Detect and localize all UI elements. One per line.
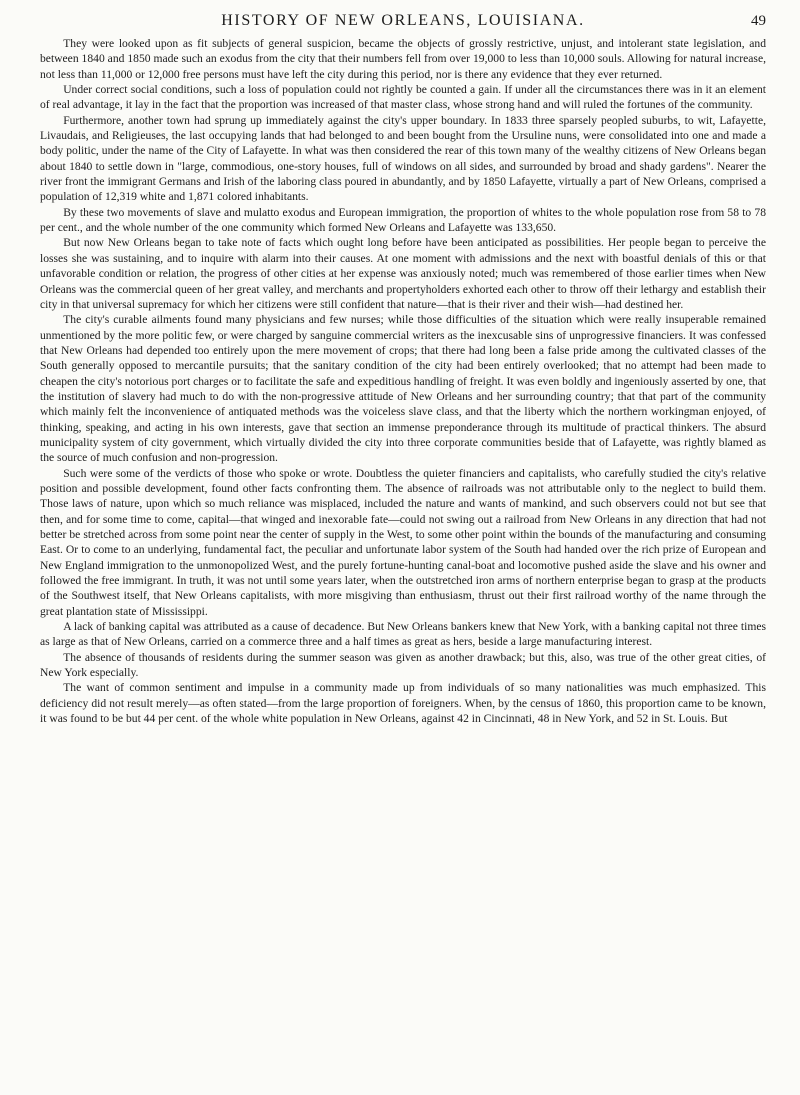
- paragraph-1: They were looked upon as fit subjects of general suspicion, became the objects of grossly restrictive, unjust, and intolerant state legislation, and between 1840 and 1850 made such an exodus from the city that their numbers fell from over 19,000 to less than 10,000 souls. Allowing for natural increase, not less than 11,000 or 12,000 free persons must have left the city during this period, nor is there any evidence that they ever returned.: [40, 37, 766, 81]
- paragraph-10: The want of common sentiment and impulse in a community made up from individuals of so many nationalities was much emphasized. This deficiency did not result merely—as often stated—from the large proportion of foreigners. When, by the census of 1860, this proportion came to be known, it was found to be but 44 per cent. of the whole white population in New Orleans, against 42 in Cincinnati, 48 in New York, and 52 in St. Louis. But: [40, 681, 766, 726]
- paragraph-3: Furthermore, another town had sprung up immediately against the city's upper boundary. In 1833 three sparsely peopled suburbs, to wit, Lafayette, Livaudais, and Religieuses, the last occupying lands that had belonged to and been bought from the Ursuline nuns, were consolidated into one and made a body politic, under the name of the City of Lafayette. In what was then considered the rear of this town many of the wealthy citizens of New Orleans began about 1840 to settle down in "large, commodious, one-story houses, full of windows on all sides, and surrounded by broad and shady gardens". Nearer the river front the immigrant Germans and Irish of the laboring class poured in abundantly, and by 1850 Lafayette, virtually a part of New Orleans, comprised a population of 12,319 white and 1,871 colored inhabitants.: [40, 113, 766, 204]
- body-text: [40, 36, 766, 726]
- paragraph-5: But now New Orleans began to take note of facts which ought long before have been anticipated as possibilities. Her people began to perceive the losses she was sustaining, and to inquire with alarm into their causes. At one moment with admissions and the next with boastful denials of this or that unfavorable condition or relation, the progress of other cities at her expense was anxiously noted; much was remembered of those earlier times when New Orleans was the commercial queen of her great valley, and merchants and propertyholders exhorted each other to throw off their lethargy and establish their city in that universal supremacy for which her citizens were still confident that nature—that is their river and their wish—had destined her.: [40, 236, 766, 311]
- paragraph-7: Such were some of the verdicts of those who spoke or wrote. Doubtless the quieter financiers and capitalists, who carefully studied the city's relative position and possible development, found other facts confronting them. The absence of railroads was not attributable only to the neglect to build them. Those laws of nature, upon which so much reliance was misplaced, included the nature and wants of mankind, and such observers could not but see that then, and for some time to come, capital—that winged and inexorable fate—could not swing out a railroad from New Orleans in any direction that had not better be stretched across from some point near the center of supply in the West, to some other point within the bounds of the manufacturing and consuming East. Or to come to an underlying, fundamental fact, the peculiar and unfortunate labor system of the South had handed over the rich prize of European and New England immigration to the unmonopolized West, and the purely fortune-hunting canal-boat and locomotive pushed aside the slave and his owner and followed the free immigrant. In truth, it was not until some years later, when the outstretched iron arms of northern enterprise began to grasp at the products of the Southwest itself, that New Orleans capitalists, with more misgiving than enthusiasm, thrust out their first railroad worthy of the name through the great plantation state of Mississippi.: [40, 466, 766, 618]
- paragraph-4: By these two movements of slave and mulatto exodus and European immigration, the proportion of whites to the whole population rose from 58 to 78 per cent., and the whole number of the one community which formed New Orleans and Lafayette was 133,650.: [40, 205, 766, 235]
- paragraph-2: Under correct social conditions, such a loss of population could not rightly be counted a gain. If under all the circumstances there was in it an element of real advantage, it lay in the fact that the proportion was increased of that master class, whose strong hand and will ruled the fortunes of the community.: [40, 83, 766, 112]
- paragraph-8: A lack of banking capital was attributed as a cause of decadence. But New Orleans bankers knew that New York, with a banking capital not three times as large as that of New Orleans, carried on a commerce three and a half times as great as hers, beside a large manufacturing interest.: [40, 620, 766, 649]
- paragraph-9: The absence of thousands of residents during the summer season was given as another drawback; but this, also, was true of the other great cities, of New York especially.: [40, 650, 766, 680]
- running-head: [40, 6, 766, 36]
- running-title: HISTORY OF NEW ORLEANS, LOUISIANA.: [221, 12, 585, 29]
- paragraph-6: The city's curable ailments found many physicians and few nurses; while those difficulties of the situation which were really insuperable remained unmentioned by the more politic few, or were charged by sanguine commercial writers as the inexcusable sins of unprogressive financiers. It was confessed that New Orleans had depended too entirely upon the mere movement of crops; that there had long been a false pride among the cultivated classes of the South generally opposed to mercantile pursuits; that the sanitary condition of the city had been entirely overlooked; that no attempt had been made to cheapen the city's notorious port charges or to facilitate the safe and expeditious handling of freight. It was even boldly and ingeniously asserted by one, that the institution of slavery had much to do with the non-progressive attitude of New Orleans and her surrounding country; that that part of the community which mainly felt the inconvenience of antiquated methods was the voiceless slave class, and that the liberty which the northern workingman enjoyed, of thinking, speaking, and acting in his own interests, gave that section an immense preponderance through its multitude of practical thinkers. The absurd municipality system of city government, which virtually divided the city into three corporate communities beside that of Lafayette, was rightly blamed as the source of much confusion and non-progression.: [40, 313, 766, 465]
- page-number: 49: [751, 13, 766, 29]
